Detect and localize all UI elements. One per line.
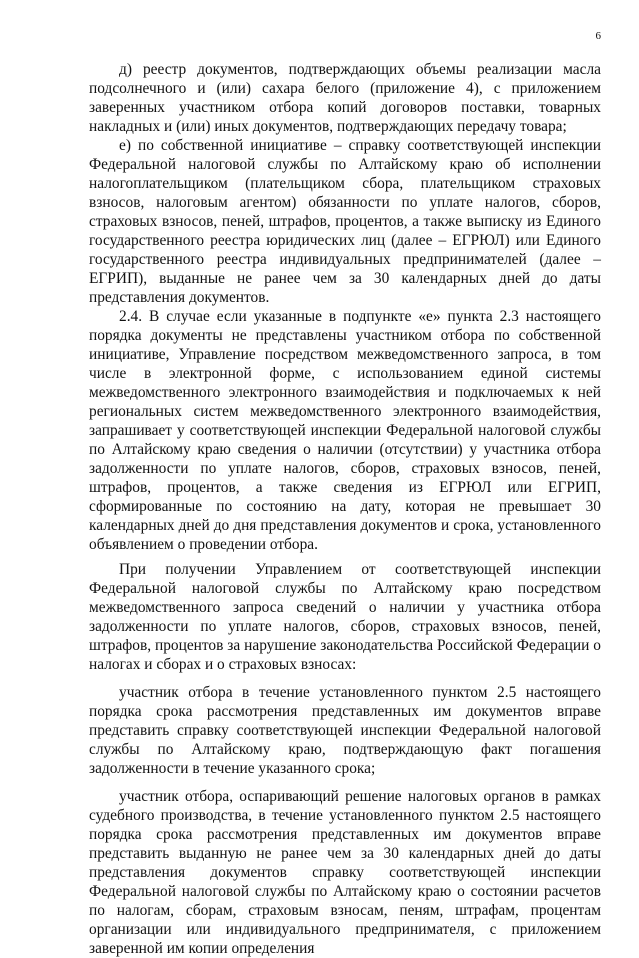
paragraph-e-tax-certificate: е) по собственной инициативе – справку соответствующей инспекции Федеральной налоговой службы по Алтайскому краю об исполнении налогоплательщиком (плательщиком сбора, плательщиком страховых взносов, налоговым агентом) обязанности по уплате налогов, сборов, страховых взносов, пеней, штрафов, процентов, а также выписку из Единого государственного реестра юридических лиц (далее – ЕГРЮЛ) или Единого государственного реестра индивидуальных предпринимателей (далее – ЕГРИП), выданные не ранее чем за 30 календарных дней до даты представления документов. [89,137,601,306]
paragraph-participant-repayment: участник отбора в течение установленного пунктом 2.5 настоящего порядка срока рассмотрения представленных им документов вправе представить справку соответствующей инспекции Федеральной налоговой службы по Алтайскому краю, подтверждающую факт погашения задолженности в течение указанного срока; [89,684,601,777]
paragraph-2-4: 2.4. В случае если указанные в подпункте «е» пункта 2.3 настоящего порядка документы не представлены участником отбора по собственной инициативе, Управление посредством межведомственного запроса, в том числе в электронной форме, с использованием единой системы межведомственного электронного взаимодействия и подключаемых к ней региональных систем межведомственного электронного взаимодействия, запрашивает у соответствующей инспекции Федеральной налоговой службы по Алтайскому краю сведения о наличии (отсутствии) у участника отбора задолженности по уплате налогов, сборов, страховых взносов, пеней, штрафов, процентов, а также сведения из ЕГРЮЛ или ЕГРИП, сформированные по состоянию на дату, которая не превышает 30 календарных дней до дня представления документов и срока, установленного объявлением о проведении отбора. [89,308,601,553]
paragraph-upon-receipt: При получении Управлением от соответствующей инспекции Федеральной налоговой службы по Алтайскому краю посредством межведомственного запроса сведений о наличии у участника отбора задолженности по уплате налогов, сборов, страховых взносов, пеней, штрафов, процентов за нарушение законодательства Российской Федерации о налогах и сборах и о страховых взносах: [89,561,601,673]
document-body [89,60,601,958]
paragraph-participant-disputing: участник отбора, оспаривающий решение налоговых органов в рамках судебного производства, в течение установленного пунктом 2.5 настоящего порядка срока рассмотрения представленных им документов вправе представить выданную не ранее чем за 30 календарных дней до даты представления документов справку соответствующей инспекции Федеральной налоговой службы по Алтайскому краю о состоянии расчетов по налогам, сборам, страховым взносам, пеням, штрафам, процентам организации или индивидуального предпринимателя, с приложением заверенной им копии определения [89,788,601,957]
paragraph-d-registry: д) реестр документов, подтверждающих объемы реализации масла подсолнечного и (или) сахара белого (приложение 4), с приложением заверенных участником отбора копий договоров поставки, товарных накладных и (или) иных документов, подтверждающих передачу товара; [89,61,601,135]
page-number: 6 [595,30,601,42]
